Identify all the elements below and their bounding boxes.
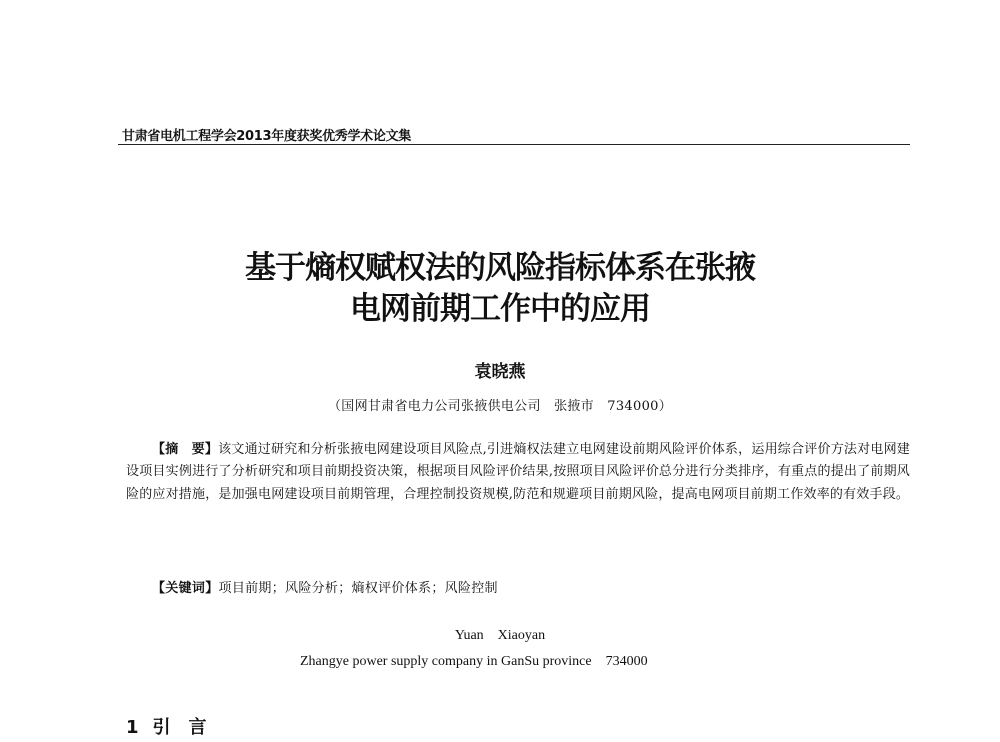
- affiliation-cn: （国网甘肃省电力公司张掖供电公司 张掖市 734000）: [327, 399, 673, 414]
- section-title: 引 言: [152, 717, 207, 738]
- paper-title-line-2: 电网前期工作中的应用: [350, 291, 650, 327]
- abstract-label: 【摘 要】: [152, 442, 219, 457]
- author-name-cn: 袁晓燕: [474, 362, 526, 382]
- affiliation-en: Zhangye power supply company in GanSu province 734000: [300, 654, 648, 669]
- paper-title-line-1: 基于熵权赋权法的风险指标体系在张掖: [245, 250, 755, 286]
- section-heading: [126, 713, 207, 739]
- running-header: 甘肃省电机工程学会2013年度获奖优秀学术论文集: [122, 129, 411, 144]
- abstract-text: 该文通过研究和分析张掖电网建设项目风险点,引进熵权法建立电网建设前期风险评价体系，运用综合评价方法对电网建设项目实例进行了分析研究和项目前期投资决策，根据项目风险评价结果,按照项目风险评价总分进行分类排序，有重点的提出了前期风险的应对措施，是加强电网建设项目前期管理，合理控制投资规模,防范和规避项目前期风险，提高电网项目前期工作效率的有效手段。: [126, 442, 910, 502]
- author-name-en: Yuan Xiaoyan: [454, 628, 546, 643]
- header-rule: [118, 144, 910, 145]
- keywords: [152, 577, 912, 596]
- keywords-text: 项目前期；风险分析；熵权评价体系；风险控制: [218, 581, 498, 596]
- section-number: 1: [126, 717, 139, 738]
- abstract: [126, 439, 910, 506]
- keywords-label: 【关键词】: [152, 581, 219, 596]
